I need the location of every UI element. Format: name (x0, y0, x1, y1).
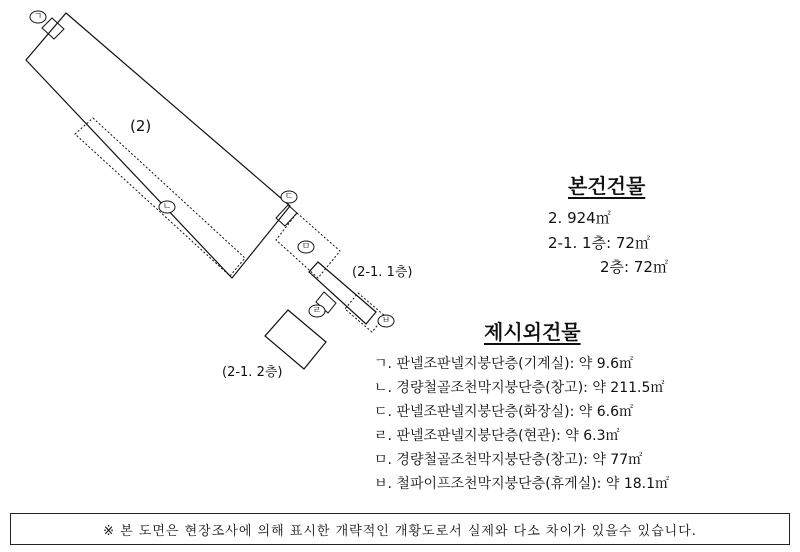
excluded-buildings-title: 제시외건물 (484, 320, 581, 344)
marker-c: ㄷ (284, 192, 294, 202)
excluded-item: ㅁ. 경량철골조천막지붕단층(창고): 약 77㎡ (374, 452, 643, 468)
main-area-2-1-1f: 2-1. 1층: 72㎡ (548, 234, 650, 252)
excluded-item: ㅂ. 철파이프조천막지붕단층(휴게실): 약 18.1㎡ (374, 476, 669, 492)
main-building-outline (26, 13, 290, 278)
toilet-outline (276, 205, 297, 226)
marker-d: ㄹ (312, 306, 322, 316)
excluded-item: ㄴ. 경량철골조천막지붕단층(창고): 약 211.5㎡ (374, 380, 665, 396)
excluded-item: ㄱ. 판넬조판넬지붕단층(기계실): 약 9.6㎡ (374, 356, 634, 372)
excluded-item: ㄹ. 판넬조판넬지붕단층(현관): 약 6.3㎡ (374, 428, 620, 444)
main-buildings-title: 본건건물 (568, 174, 646, 198)
marker-b: ㄴ (162, 202, 172, 212)
lounge-outline (345, 293, 385, 332)
annex-2f-outline (265, 310, 326, 369)
annex-1f-label: (2-1. 1층) (352, 265, 413, 280)
main-area-2-1-2f: 2층: 72㎡ (600, 258, 668, 276)
annex-2f-label: (2-1. 2층) (222, 365, 283, 380)
marker-a: ㄱ (33, 12, 43, 22)
excluded-item: ㄷ. 판넬조판넬지붕단층(화장실): 약 6.6㎡ (374, 404, 634, 420)
footnote-text: ※ 본 도면은 현장조사에 의해 표시한 개략적인 개황도로서 실제와 다소 차이가 있을수 있습니다. (103, 523, 697, 539)
main-building-label: (2) (130, 117, 152, 135)
main-area-2: 2. 924㎡ (548, 209, 611, 227)
warehouse-outline (75, 118, 245, 276)
marker-e: ㅁ (301, 242, 311, 252)
marker-f: ㅂ (381, 316, 391, 326)
footnote-box (10, 513, 790, 545)
